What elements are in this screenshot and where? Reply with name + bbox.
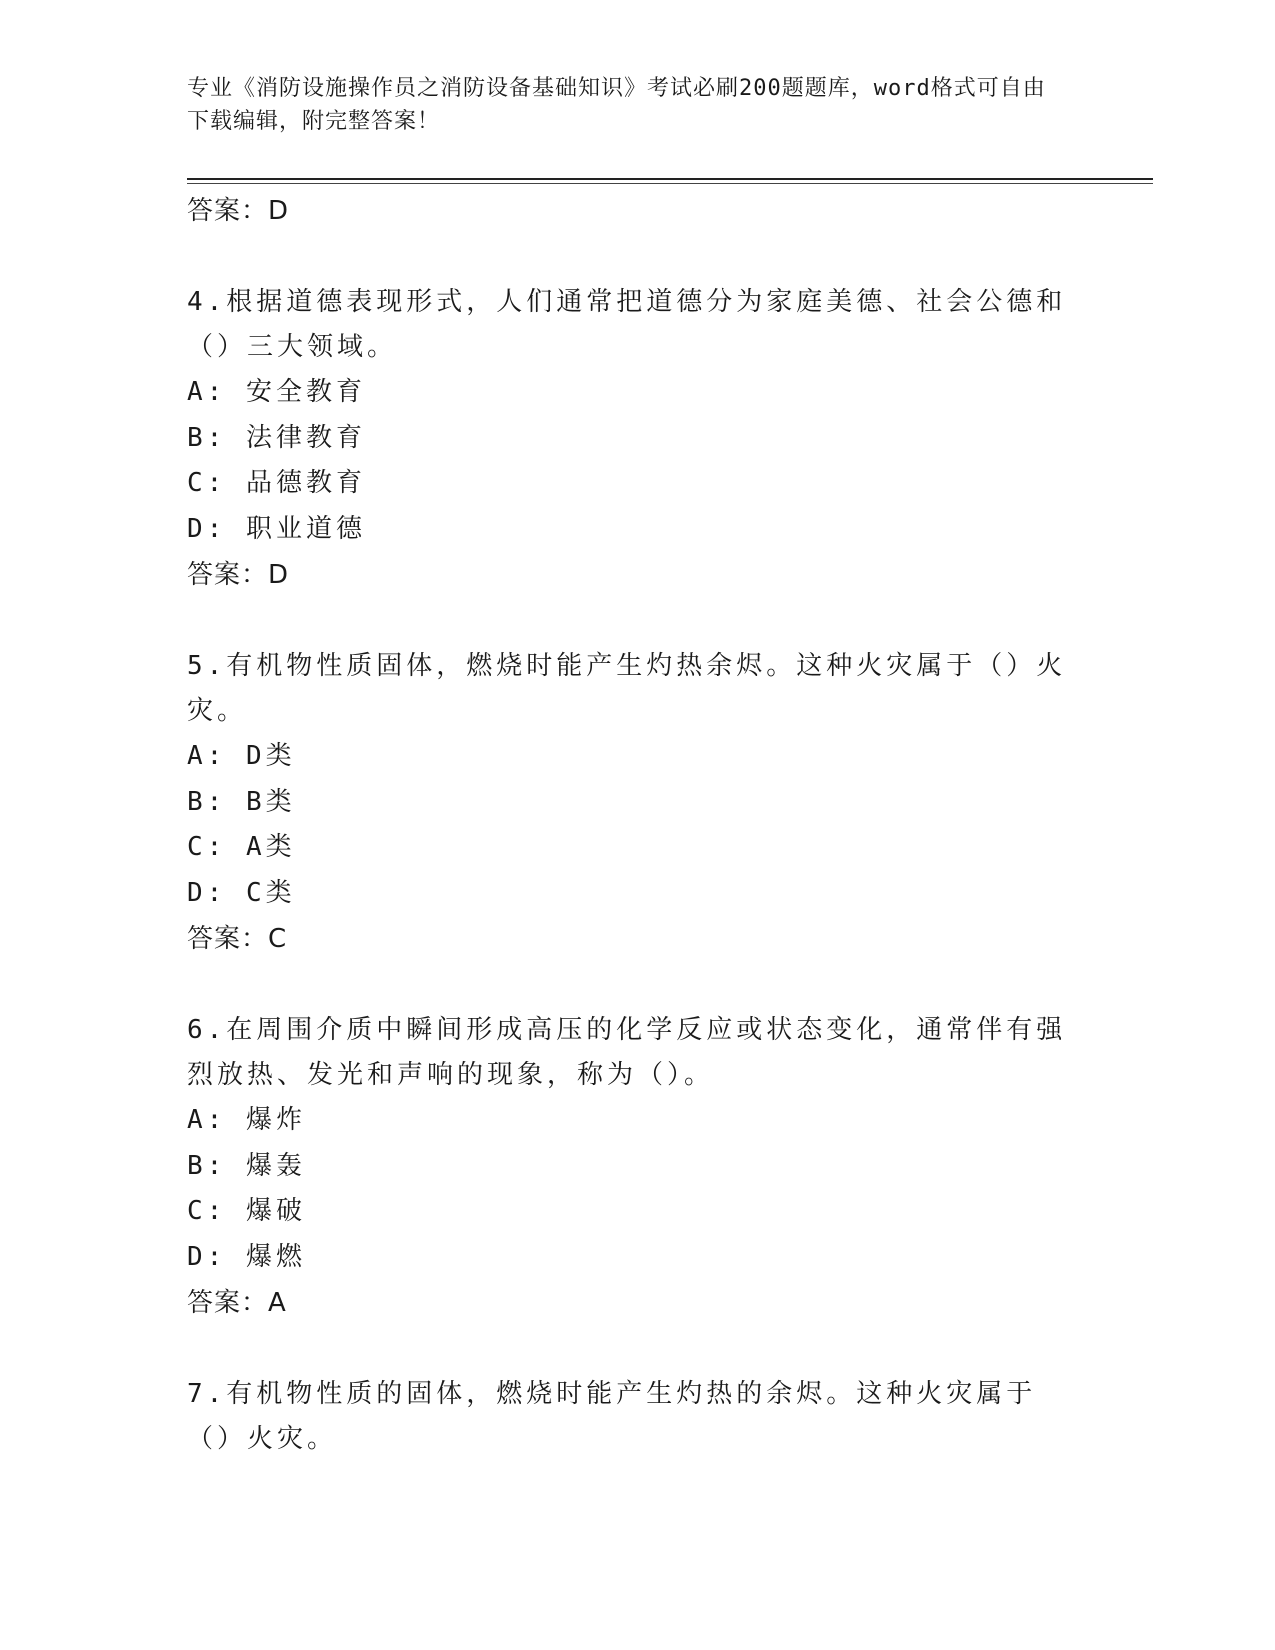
option-b: B: B类 [187, 786, 296, 817]
option-d: D: 职业道德 [187, 513, 366, 544]
document-header: 专业《消防设施操作员之消防设备基础知识》考试必刷200题题库，word格式可自由下载编辑，附完整答案！ [187, 76, 1046, 134]
header-divider-thin [187, 183, 1153, 184]
question-stem: 5.有机物性质固体，燃烧时能产生灼热余烬。这种火灾属于（）火灾。 [187, 651, 1067, 726]
question-item [187, 1008, 1067, 1326]
spacer [187, 1326, 1067, 1372]
option-c: C: 爆破 [187, 1196, 306, 1226]
question-stem: 4.根据道德表现形式，人们通常把道德分为家庭美德、社会公德和（）三大领域。 [187, 287, 1067, 362]
question-stem: 6.在周围介质中瞬间形成高压的化学反应或状态变化，通常伴有强烈放热、发光和声响的现象，称为（）。 [187, 1015, 1067, 1090]
option-c: C: A类 [187, 832, 296, 862]
option-a: A: 安全教育 [187, 377, 366, 407]
option-b: B: 爆轰 [187, 1150, 306, 1181]
answer-line: 答案：C [187, 924, 288, 954]
answer-line: 答案：A [187, 1288, 287, 1318]
header-divider [187, 178, 1153, 180]
option-b: B: 法律教育 [187, 422, 366, 453]
spacer [187, 234, 1067, 280]
option-c: C: 品德教育 [187, 468, 366, 498]
question-item [187, 280, 1067, 598]
question-item [187, 644, 1067, 962]
option-a: A: D类 [187, 741, 296, 771]
option-a: A: 爆炸 [187, 1105, 306, 1135]
question-stem: 7.有机物性质的固体，燃烧时能产生灼热的余烬。这种火灾属于（）火灾。 [187, 1379, 1037, 1454]
question-list [187, 188, 1067, 1462]
spacer [187, 598, 1067, 644]
option-d: D: 爆燃 [187, 1241, 306, 1272]
answer-line: 答案：D [187, 560, 290, 590]
answer-line: 答案：D [187, 196, 290, 226]
question-item [187, 1372, 1067, 1462]
spacer [187, 962, 1067, 1008]
option-d: D: C类 [187, 877, 296, 908]
